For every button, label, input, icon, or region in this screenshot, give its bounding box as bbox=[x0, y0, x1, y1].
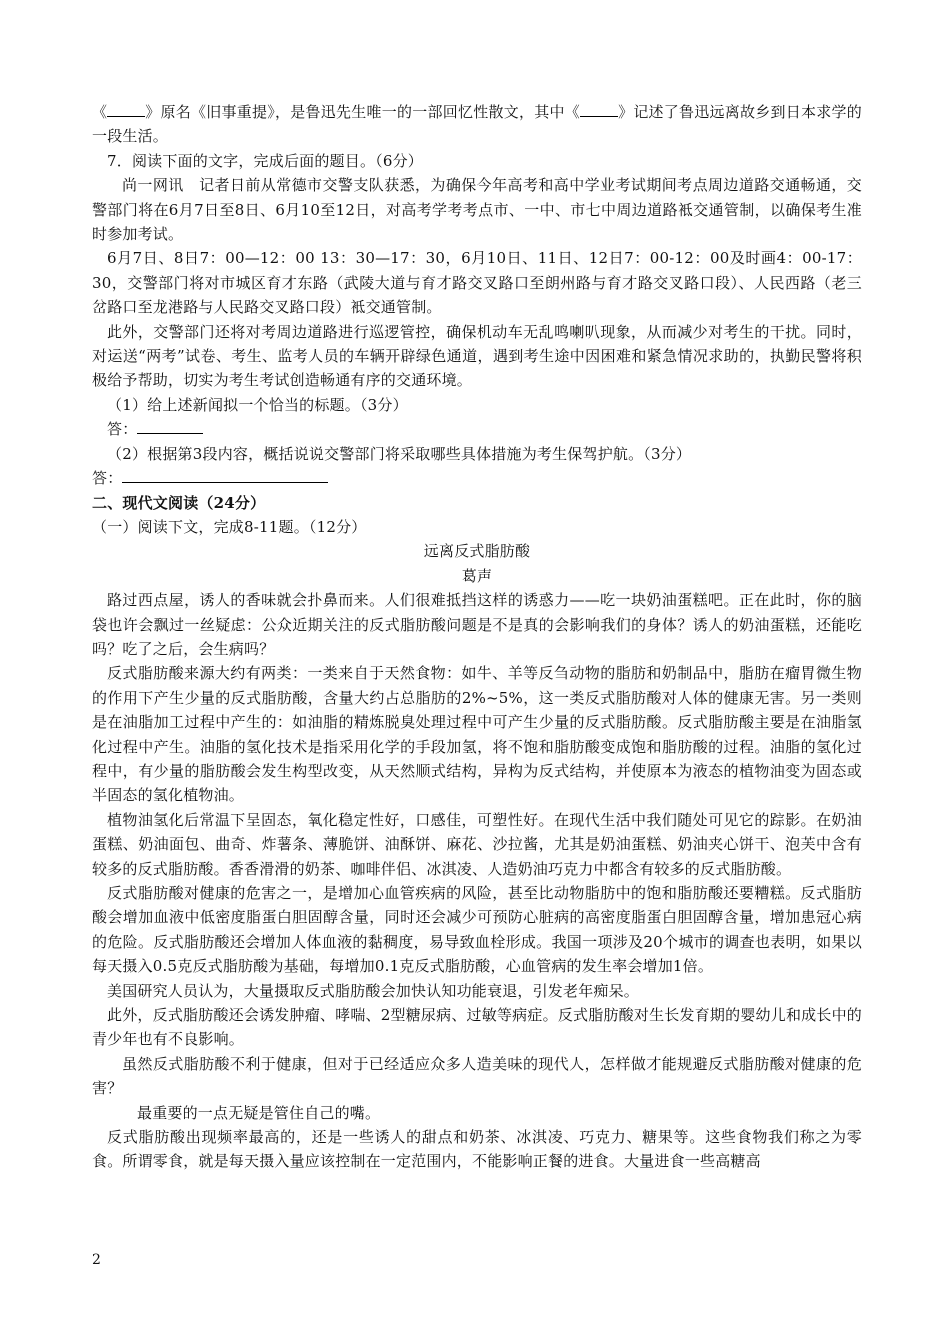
sub-question-2: （2）根据第3段内容，概括说说交警部门将采取哪些具体措施为考生保驾护航。（3分） bbox=[107, 444, 692, 463]
fill-in-line: 《 》原名《旧事重提》，是鲁迅先生唯一的一部回忆性散文，其中《 》记述了鲁迅远离故乡到日本求学的一段生活。 bbox=[92, 100, 862, 149]
article-title: 远离反式脂肪酸 bbox=[423, 542, 531, 561]
article-paragraph-3: 植物油氢化后常温下呈固态，氧化稳定性好，口感佳，可塑性好。在现代生活中我们随处可见它的踪影。在奶油蛋糕、奶油面包、曲奇、炸薯条、薄脆饼、油酥饼、麻花、沙拉酱，尤其是奶油蛋糕、奶油夹心饼干、泡芙中含有较多的反式脂肪酸。香香滑滑的奶茶、咖啡伴侣、冰淇凌、人造奶油巧克力中都含有较多的反式脂肪酸。 bbox=[92, 810, 862, 878]
article-author: 葛声 bbox=[461, 566, 493, 585]
article-paragraph-5: 美国研究人员认为，大量摄取反式脂肪酸会加快认知功能衰退，引发老年痴呆。 bbox=[107, 981, 640, 1000]
article-paragraph-7: 虽然反式脂肪酸不利于健康，但对于已经适应众多人造美味的现代人，怎样做才能规避反式脂肪酸对健康的危害？ bbox=[92, 1054, 862, 1098]
article-paragraph-8: 最重要的一点无疑是管住自己的嘴。 bbox=[137, 1103, 381, 1122]
answer-blank[interactable] bbox=[580, 100, 618, 117]
article-paragraph-4: 反式脂肪酸对健康的危害之一，是增加心血管疾病的风险，甚至比动物脂肪中的饱和脂肪酸还要糟糕。反式脂肪酸会增加血液中低密度脂蛋白胆固醇含量，同时还会减少可预防心脏病的高密度脂蛋白胆固醇含量，增加患冠心病的危险。反式脂肪酸还会增加人体血液的黏稠度，易导致血栓形成。我国一项涉及20个城市的调查也表明，如果以每天摄入0.5克反式脂肪酸为基础，每增加0.1克反式脂肪酸，心血管病的发生率会增加1倍。 bbox=[92, 884, 862, 976]
answer-2: 答： bbox=[92, 466, 862, 490]
answer-blank[interactable] bbox=[122, 466, 328, 483]
article-paragraph-1: 路过西点屋，诱人的香味就会扑鼻而来。人们很难抵挡这样的诱惑力——吃一块奶油蛋糕吧。正在此时，你的脑袋也许会飘过一丝疑虑：公众近期关注的反式脂肪酸问题是不是真的会影响我们的身体？诱人的奶油蛋糕，还能吃吗？吃了之后，会生病吗？ bbox=[92, 591, 862, 658]
news-paragraph-1: 尚一网讯 记者日前从常德市交警支队获悉，为确保今年高考和高中学业考试期间考点周边道路交通畅通，交警部门将在6月7日至8日、6月10至12日，对高考学考考点市、一中、市七中周边道路袛交通管制，以确保考生准时参加考试。 bbox=[92, 176, 862, 244]
question-7: 7．阅读下面的文字，完成后面的题目。（6分） bbox=[107, 151, 423, 170]
sub-question-1: （1）给上述新闻拟一个恰当的标题。（3分） bbox=[107, 395, 408, 414]
answer-blank[interactable] bbox=[107, 100, 145, 117]
page-number: 2 bbox=[92, 1252, 101, 1268]
answer-blank[interactable] bbox=[137, 417, 203, 434]
document-page bbox=[92, 100, 862, 1174]
article-paragraph-2: 反式脂肪酸来源大约有两类：一类来自于天然食物：如牛、羊等反刍动物的脂肪和奶制品中，脂肪在瘤胃微生物的作用下产生少量的反式脂肪酸，含量大约占总脂肪的2%~5%，这一类反式脂肪酸对人体的健康无害。另一类则是在油脂加工过程中产生的：如油脂的精炼脱臭处理过程中可产生少量的反式脂肪酸。反式脂肪酸主要是在油脂氢化过程中产生。油脂的氢化技术是指采用化学的手段加氢，将不饱和脂肪酸变成饱和脂肪酸的过程。油脂的氢化过程中，有少量的脂肪酸会发生构型改变，从天然顺式结构，异构为反式结构，并使原本为液态的植物油变为固态或半固态的氢化植物油。 bbox=[92, 664, 862, 805]
answer-1: 答： bbox=[92, 417, 862, 441]
news-paragraph-2: 6月7日、8日7：00—12：00 13：30—17：30，6月10日、11日、12日7：00-12：00及时画4：00-17：30，交警部门将对市城区育才东路（武陵大道与育才路交叉路口至朗州路与育才路交叉路口段）、人民西路（老三岔路口至龙港路与人民路交叉路口段）袛交通管制。 bbox=[92, 249, 862, 317]
article-paragraph-9: 反式脂肪酸出现频率最高的，还是一些诱人的甜点和奶茶、冰淇凌、巧克力、糖果等。这些食物我们称之为零食。所谓零食，就是每天摄入量应该控制在一定范围内，不能影响正餐的进食。大量进食一些高糖高 bbox=[92, 1128, 862, 1171]
part-1-heading: （一）阅读下文，完成8-11题。（12分） bbox=[92, 517, 367, 536]
section-2-heading: 二、现代文阅读（24分） bbox=[92, 493, 266, 512]
news-paragraph-3: 此外，交警部门还将对考周边道路进行巡逻管控，确保机动车无乱鸣喇叭现象，从而减少对考生的干扰。同时，对运送“两考”试卷、考生、监考人员的车辆开辟绿色通道，遇到考生途中因困难和紧急情况求助的，执勤民警将积极给予帮助，切实为考生考试创造畅通有序的交通环境。 bbox=[92, 322, 862, 390]
article-paragraph-6: 此外，反式脂肪酸还会诱发肿瘤、哮喘、2型糖尿病、过敏等病症。反式脂肪酸对生长发育期的婴幼儿和成长中的青少年也有不良影响。 bbox=[92, 1006, 862, 1049]
